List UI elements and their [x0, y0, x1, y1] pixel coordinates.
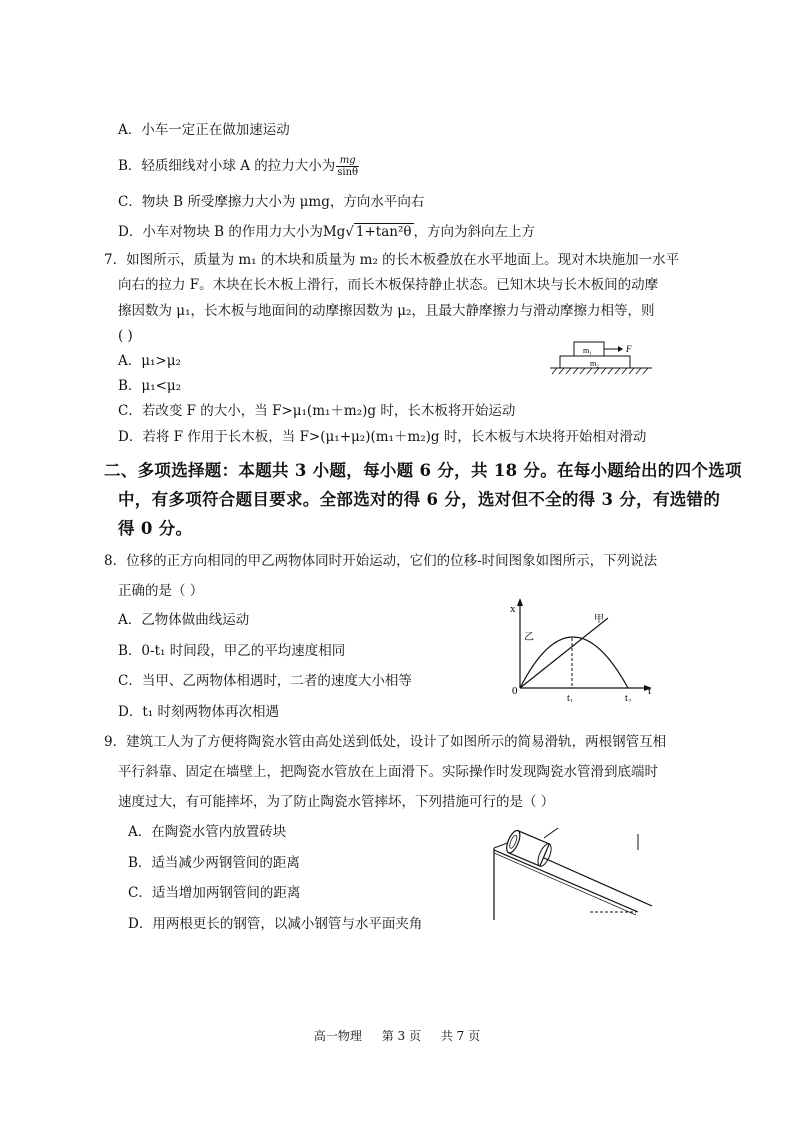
q7-stem-line2: 向右的拉力 F。木块在长木板上滑行，而长木板保持静止状态。已知木块与长木板间的动摩: [118, 277, 659, 293]
q7-option-a: A．μ₁>μ₂: [118, 353, 181, 369]
pointer-line: [544, 828, 558, 838]
sqrt-sign: √: [345, 224, 354, 240]
steel-rail-1-shadow: [494, 853, 636, 915]
q7-blocks-figure: [548, 338, 658, 380]
x-axis-label: t: [648, 685, 652, 697]
y-axis-arrow: [517, 598, 523, 606]
q9-slide-rail-figure: [486, 826, 660, 924]
section2-header-line3: 得 0 分。: [118, 519, 193, 538]
block-m2-label: m₂: [590, 359, 600, 368]
q8-option-c: C．当甲、乙两物体相遇时，二者的速度大小相等: [118, 673, 412, 689]
q9-stem-line1: 9．建筑工人为了方便将陶瓷水管由高处送到低处，设计了如图所示的简易滑轨，两根钢管互相: [104, 734, 667, 750]
block-m1-label: m₁: [583, 346, 593, 355]
q6-option-b: [118, 155, 360, 178]
q9-stem-line3: 速度过大，有可能摔坏，为了防止陶瓷水管摔坏，下列措施可行的是（ ）: [118, 794, 555, 810]
q8-stem-line2: 正确的是（ ）: [118, 583, 204, 599]
q8-option-d: D．t₁ 时刻两物体再次相遇: [118, 704, 279, 720]
ground-hatching: [552, 368, 648, 374]
q7-option-d: D．若将 F 作用于长木板，当 F>(μ₁+μ₂)(m₁＋m₂)g 时，长木板与木块将开始相对滑动: [118, 429, 647, 445]
q9-option-a: A．在陶瓷水管内放置砖块: [128, 824, 287, 840]
q6-option-a: A．小车一定正在做加速运动: [118, 122, 290, 138]
footer-page-number: 第 3 页: [381, 1029, 421, 1043]
footer-total-pages: 共 7 页: [440, 1029, 481, 1043]
jia-label: 甲: [594, 614, 604, 625]
q7-stem-line1: 7．如图所示，质量为 m₁ 的木块和质量为 m₂ 的长木板叠放在水平地面上。现对木块施加一水平: [104, 252, 680, 268]
q6-option-d-text: D．小车对物块 B 的作用力大小为Mg: [118, 224, 346, 240]
q6-option-b-fraction: [336, 155, 359, 178]
sqrt-radicand: 1+tan²θ: [355, 224, 412, 240]
q7-option-c: C．若改变 F 的大小，当 F>μ₁(m₁＋m₂)g 时，长木板将开始运动: [118, 403, 516, 419]
page-footer: [0, 1027, 794, 1044]
q8-xt-graph: [508, 596, 658, 702]
ceramic-pipe: [504, 829, 554, 868]
q7-option-b: B．μ₁<μ₂: [118, 378, 182, 394]
fraction-numerator: mg: [336, 155, 359, 167]
q7-stem-line3: 擦因数为 μ₁，长木板与地面间的动摩擦因数为 μ₂，且最大静摩擦力与滑动摩擦力相等，则: [118, 303, 655, 319]
q9-option-d: D．用两根更长的钢管，以减小钢管与水平面夹角: [128, 916, 423, 932]
q6-option-d: [118, 222, 535, 242]
jia-line: [520, 618, 608, 688]
q8-stem-line1: 8．位移的正方向相同的甲乙两物体同时开始运动，它们的位移-时间图象如图所示，下列说法: [104, 553, 658, 569]
t2-label: t₂: [625, 693, 632, 702]
steel-rail-1: [494, 850, 638, 912]
force-arrow-head: [618, 346, 623, 352]
q6-option-b-text: B．轻质细线对小球 A 的拉力大小为: [118, 158, 336, 174]
q9-option-c: C．适当增加两钢管间的距离: [128, 885, 301, 901]
q7-stem-line4: ( ): [118, 328, 133, 344]
force-label: F: [626, 344, 632, 354]
section2-header-line1: 二、多项选择题：本题共 3 小题，每小题 6 分，共 18 分。在每小题给出的四个选项: [104, 461, 742, 480]
yi-label: 乙: [524, 632, 534, 643]
q6-option-c: C．物块 B 所受摩擦力大小为 μmg，方向水平向右: [118, 194, 425, 210]
section2-header-line2: 中，有多项符合题目要求。全部选对的得 6 分，选对但不全的得 3 分，有选错的: [118, 490, 721, 509]
q9-stem-line2: 平行斜靠、固定在墙壁上，把陶瓷水管放在上面滑下。实际操作时发现陶瓷水管滑到底端时: [118, 764, 658, 780]
t1-label: t₁: [567, 693, 574, 702]
footer-subject: 高一物理: [313, 1029, 362, 1043]
y-axis-label: x: [510, 603, 516, 615]
q6-option-d-suffix: ，方向为斜向左上方: [413, 224, 536, 240]
fraction-denominator: sinθ: [337, 167, 359, 178]
q8-option-a: A．乙物体做曲线运动: [118, 612, 250, 628]
q8-option-b: B．0-t₁ 时间段，甲乙的平均速度相同: [118, 643, 346, 659]
origin-label: 0: [512, 685, 518, 697]
q9-option-b: B．适当减少两钢管间的距离: [128, 855, 300, 871]
